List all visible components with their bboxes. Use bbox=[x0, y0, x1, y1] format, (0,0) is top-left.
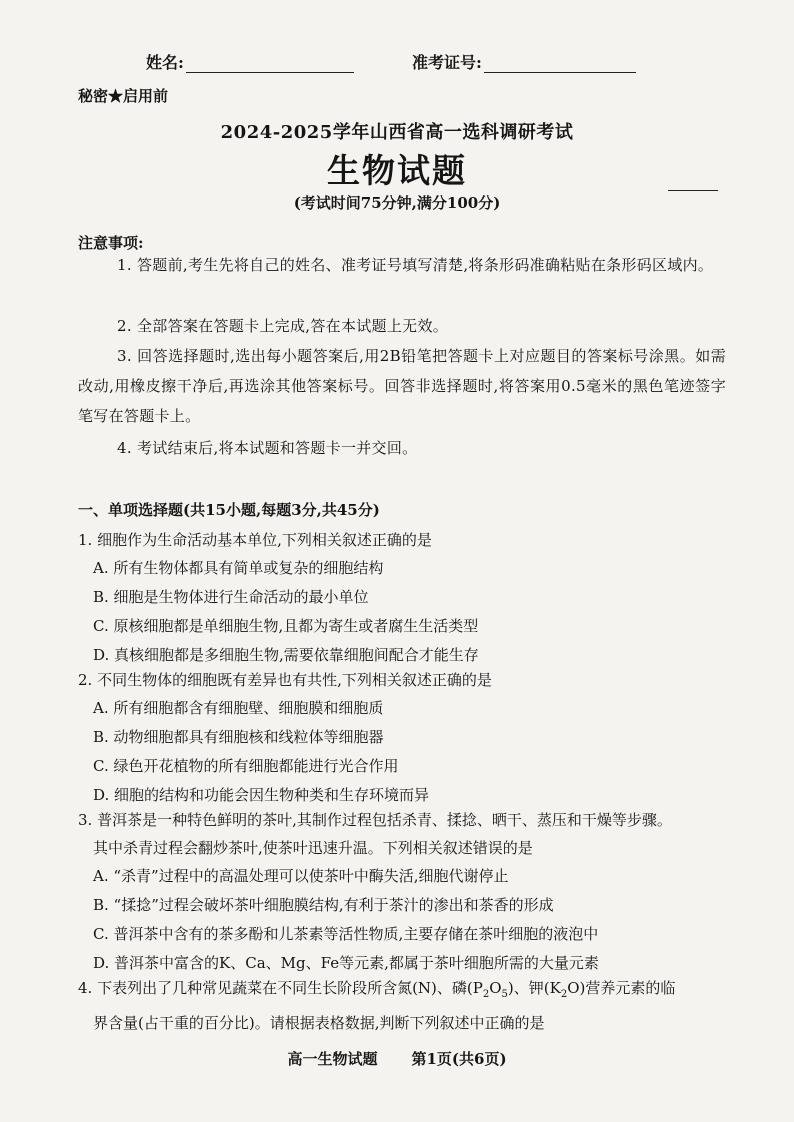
question-stem-cont: 界含量(占干重的百分比)。请根据表格数据,判断下列叙述中正确的是 bbox=[93, 1014, 545, 1032]
option-c: C. 绿色开花植物的所有细胞都能进行光合作用 bbox=[93, 757, 399, 775]
option-a: A. 所有细胞都含有细胞壁、细胞膜和细胞质 bbox=[93, 699, 384, 717]
question-stem: 3. 普洱茶是一种特色鲜明的茶叶,其制作过程包括杀青、揉捻、晒干、蒸压和干燥等步骤。 bbox=[78, 811, 672, 829]
secret-mark: 秘密★启用前 bbox=[78, 87, 169, 105]
section-heading: 一、单项选择题(共15小题,每题3分,共45分) bbox=[78, 501, 380, 519]
option-b: B. “揉捻”过程会破坏茶叶细胞膜结构,有利于茶汁的渗出和茶香的形成 bbox=[93, 896, 554, 914]
exam-title: 2024-2025学年山西省高一选科调研考试 bbox=[220, 122, 574, 143]
option-c: C. 普洱茶中含有的茶多酚和儿茶素等活性物质,主要存储在茶叶细胞的液泡中 bbox=[93, 925, 599, 943]
option-d: D. 普洱茶中富含的K、Ca、Mg、Fe等元素,都属于茶叶细胞所需的大量元素 bbox=[93, 954, 599, 972]
question-stem: 1. 细胞作为生命活动基本单位,下列相关叙述正确的是 bbox=[78, 531, 432, 549]
exam-number-field[interactable] bbox=[412, 50, 636, 73]
question-1 bbox=[78, 526, 728, 670]
question-2 bbox=[78, 666, 728, 810]
name-label: 姓名: bbox=[146, 53, 184, 72]
corner-dash bbox=[668, 190, 718, 191]
notice-item: 4. 考试结束后,将本试题和答题卡一并交回。 bbox=[117, 439, 418, 457]
subscript: 5 bbox=[501, 989, 508, 1000]
exam-number-blank[interactable] bbox=[484, 56, 636, 73]
subject-title: 生物试题 bbox=[327, 151, 467, 190]
question-stem bbox=[78, 974, 728, 1009]
subscript: 2 bbox=[482, 989, 490, 1000]
notice-heading: 注意事项: bbox=[78, 234, 144, 252]
footer-subject: 高一生物试题 bbox=[287, 1050, 378, 1068]
exam-number-label: 准考证号: bbox=[412, 53, 482, 72]
subscript: 2 bbox=[560, 989, 568, 1000]
option-a: A. 所有生物体都具有简单或复杂的细胞结构 bbox=[93, 559, 384, 577]
name-field[interactable] bbox=[146, 50, 354, 73]
option-a: A. “杀青”过程中的高温处理可以使茶叶中酶失活,细胞代谢停止 bbox=[93, 867, 509, 885]
notice-item: 1. 答题前,考生先将自己的姓名、准考证号填写清楚,将条形码准确粘贴在条形码区域内。 bbox=[117, 256, 714, 274]
question-stem-cont: 其中杀青过程会翻炒茶叶,使茶叶迅速升温。下列相关叙述错误的是 bbox=[93, 839, 533, 857]
stem-part: 4. 下表列出了几种常见蔬菜在不同生长阶段所含氮(N)、磷(P bbox=[78, 979, 483, 997]
page-footer bbox=[0, 1048, 794, 1069]
stem-part: O)营养元素的临 bbox=[567, 979, 676, 997]
stem-part: O bbox=[489, 979, 502, 997]
question-3 bbox=[78, 806, 728, 978]
stem-part: )、钾(K bbox=[507, 979, 561, 997]
name-blank[interactable] bbox=[186, 56, 354, 73]
notice-item: 3. 回答选择题时,选出每小题答案后,用2B铅笔把答题卡上对应题目的答案标号涂黑。如需改动,用橡皮擦干净后,再选涂其他答案标号。回答非选择题时,将答案用0.5毫米的黑色笔迹签字笔写在答题卡上。 bbox=[78, 347, 726, 425]
option-b: B. 动物细胞都具有细胞核和线粒体等细胞器 bbox=[93, 728, 384, 746]
notice-item: 2. 全部答案在答题卡上完成,答在本试题上无效。 bbox=[117, 317, 449, 335]
option-b: B. 细胞是生物体进行生命活动的最小单位 bbox=[93, 588, 369, 606]
footer-page-number: 第1页(共6页) bbox=[411, 1050, 507, 1068]
exam-info: (考试时间75分钟,满分100分) bbox=[293, 194, 501, 212]
question-stem: 2. 不同生物体的细胞既有差异也有共性,下列相关叙述正确的是 bbox=[78, 671, 492, 689]
option-d: D. 细胞的结构和功能会因生物种类和生存环境而异 bbox=[93, 786, 430, 804]
question-4 bbox=[78, 974, 728, 1037]
option-d: D. 真核细胞都是多细胞生物,需要依靠细胞间配合才能生存 bbox=[93, 646, 479, 664]
option-c: C. 原核细胞都是单细胞生物,且都为寄生或者腐生生活类型 bbox=[93, 617, 479, 635]
